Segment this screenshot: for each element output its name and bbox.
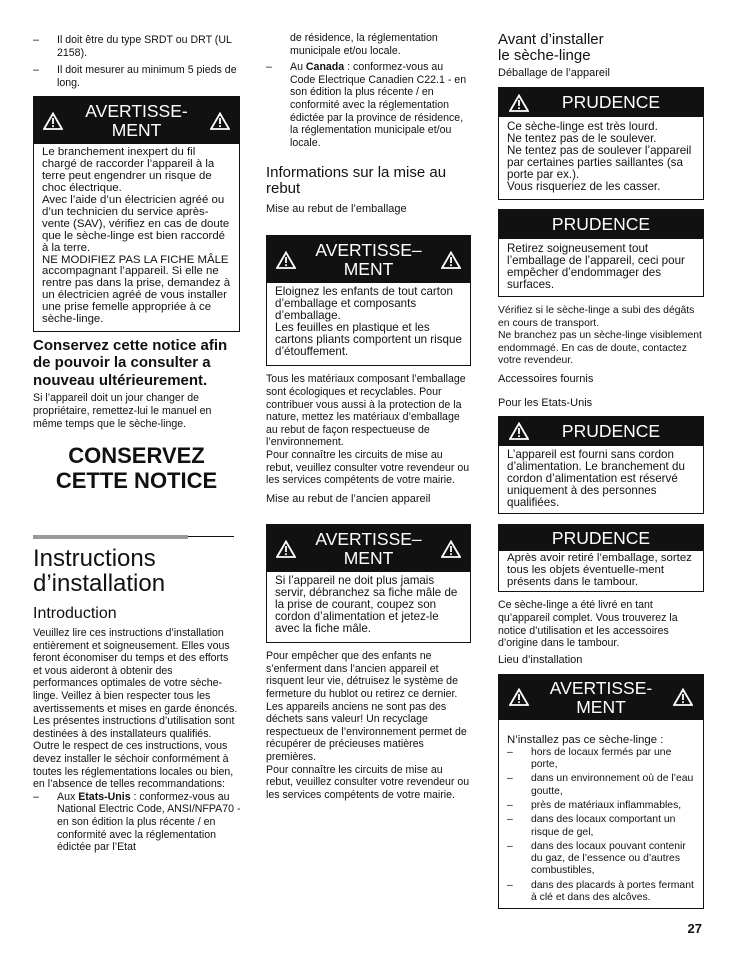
list-item: – dans des locaux pouvant contenir du gaz, de l’essence ou d’autres combustibles, — [507, 841, 699, 878]
canada-list — [266, 61, 471, 149]
caution-body: L’appareil est fourni sans cordon d’alimentation. Le branchement du cordon d’alimentation est réservé uniquement à des personnes qualifiées. — [507, 447, 685, 509]
continued-text: de résidence, la réglementation municipale et/ou locale. — [290, 32, 438, 57]
warning-header — [267, 525, 470, 572]
warning-box-location — [498, 674, 704, 910]
old-appliance-text: Pour empêcher que des enfants ne s’enferment dans l’ancien appareil et risquent leur vie, détruisez le système de fermeture du hublot ou retirez ce dernier. Les appareils anciens ne sont pas des déchets sans valeur! Un recyclage respectueux de l’environnement permet de récupérer de précieuses matières premières. Pour connaître les circuits de mise au rebut, veuillez consulter votre revendeur ou les services compétents de votre mairie. — [266, 650, 470, 801]
warning-box-packaging — [266, 235, 471, 366]
disposal-heading: Informations sur la mise au rebut — [266, 164, 447, 198]
column-1 — [33, 32, 240, 493]
caution-header — [499, 417, 703, 446]
caution-header — [499, 525, 703, 551]
caution-body: Après avoir retiré l’emballage, sortez tous les objets éventuelle-ment présents dans le tambour. — [507, 551, 692, 588]
warning-triangle-icon — [276, 251, 296, 269]
keep-notice-heading: Conservez cette notice afin de pouvoir la consulter a nouveau ultérieurement. — [33, 336, 228, 389]
regulations-list — [33, 791, 243, 854]
warning-title: AVERTISSE- MENT — [85, 101, 188, 141]
warning-triangle-icon — [509, 422, 529, 440]
caution-box-packaging — [498, 209, 704, 297]
warning-header — [267, 236, 470, 283]
caution-body: Ce sèche-linge est très lourd. Ne tentez pas de le soulever. Ne tentez pas de soulever l’appareil par certaines parties saillantes (sa porte par ex.). Vous risqueriez de les casser. — [507, 120, 692, 193]
caution-header — [499, 210, 703, 239]
packaging-text: Tous les matériaux composant l’emballage sont écologiques et recyclables. Pour contribuer vous aussi à la protection de la nature, mettez les matériaux d’emballage au rebut de façon respectueuse de l’environnement. Pour connaître les circuits de mise au rebut, veuillez consulter votre revendeur ou les services compétents de votre mairie. — [266, 373, 470, 487]
caution-box-cord — [498, 416, 704, 514]
section-divider-thick — [33, 535, 188, 539]
introduction-text: Veuillez lire ces instructions d’installation entièrement et soigneusement. Elles vous feront économiser du temps et des efforts et vous aideront à obtenir des performances optimales de votre sèche-linge. Veillez à bien respecter tous les avertissements et mises en garde énoncés. Les présentes instructions d’utilisation sont destinées à des installateurs qualifiés. Outre le respect de ces instructions, vous devez installer le séchoir conformément à toutes les réglementations locales ou bien, en l’absence de telles recommandations: — [33, 627, 238, 791]
list-item: – Aux Etats-Unis : conformez-vous au National Electric Code, ANSI/NFPA70 - en son édition la plus récente / en conformité avec la réglementation édictée par l’Etat — [33, 791, 243, 854]
list-item: – Au Canada : conformez-vous au Code Electrique Canadien C22.1 - en son édition la plus récente / en conformité avec la réglementation édictée par la province de résidence, la réglementation municipale et/ou locale. — [266, 61, 471, 149]
installation-heading: Instructions d’installation — [33, 545, 166, 597]
warning-body — [499, 720, 703, 909]
warning-triangle-icon — [509, 688, 529, 706]
warning-title: AVERTISSE– MENT — [315, 240, 422, 280]
warning-body: Le branchement inexpert du fil chargé de raccorder l’appareil à la terre peut engendrer un risque de choc électrique. Avec l’aide d’un électricien agréé ou d’un technicien du service après-vente (SAV), vérifiez en cas de doute que le sèche-linge est bien raccordé à la terre. NE MODIFIEZ PAS LA FICHE MÂLE accompagnant l’appareil. Si elle ne rentre pas dans la prise, demandez à un électricien agréé de vous installer une prise femelle appropriée à ce sèche-linge. — [42, 146, 231, 326]
warning-body: Si l’appareil ne doit plus jamais servir, débranchez sa fiche mâle de la prise de courant, coupez son cordon d’alimentation et jetez-le avec la fiche mâle. — [275, 574, 458, 636]
usa-subheading: Pour les Etats-Unis — [498, 396, 593, 409]
page-number: 27 — [687, 921, 702, 936]
warning-header — [34, 97, 239, 144]
caution-title: PRUDENCE — [561, 420, 661, 441]
accessories-subheading: Accessoires fournis — [498, 372, 594, 385]
warning-triangle-icon — [210, 112, 230, 130]
warning-triangle-icon — [509, 94, 529, 112]
delivered-text: Ce sèche-linge a été livré en tant qu’appareil complet. Vous trouverez la notice d’utilisation et les accessoires d’origine dans le tambour. — [498, 599, 678, 650]
damage-check-text: Vérifiez si le sèche-linge a subi des dégâts en cours de transport. Ne branchez pas un sèche-linge visiblement endommagé. En cas de doute, contactez votre revendeur. — [498, 305, 702, 367]
list-item: – hors de locaux fermés par une porte, — [507, 747, 699, 772]
warning-body: Eloignez les enfants de tout carton d’emballage et composants d’emballage. Les feuilles en plastique et les cartons pliants comportent un risque d’étouffement. — [275, 285, 462, 359]
warning-box-grounding — [33, 96, 240, 332]
keep-notice-big: CONSERVEZ CETTE NOTICE — [55, 443, 218, 494]
list-item: – dans un environnement où de l’eau goutte, — [507, 773, 699, 798]
location-list — [507, 747, 699, 905]
warning-triangle-icon — [43, 112, 63, 130]
before-install-heading: Avant d’installer le sèche-linge — [498, 31, 604, 64]
list-item: – Il doit mesurer au minimum 5 pieds de long. — [33, 64, 240, 89]
caution-title: PRUDENCE — [551, 214, 651, 234]
caution-header — [499, 88, 703, 117]
list-item: – Il doit être du type SRDT ou DRT (UL 2158). — [33, 34, 240, 59]
list-item: – dans des locaux comportant un risque de gel, — [507, 814, 699, 839]
caution-title: PRUDENCE — [551, 527, 651, 548]
unpacking-subheading: Déballage de l’appareil — [498, 67, 610, 79]
cord-requirements-list — [33, 34, 240, 89]
warning-triangle-icon — [441, 540, 461, 558]
location-intro: N’installez pas ce sèche-linge : — [507, 733, 664, 746]
column-3 — [498, 32, 704, 909]
caution-box-heavy — [498, 87, 704, 200]
keep-notice-text: Si l’appareil doit un jour changer de propriétaire, remettez-lui le manuel en même temps que le sèche-linge. — [33, 392, 212, 430]
introduction-heading: Introduction — [33, 605, 117, 622]
list-item: – dans des placards à portes fermant à clé et dans des alcôves. — [507, 880, 699, 905]
packaging-subheading: Mise au rebut de l’emballage — [266, 203, 407, 216]
warning-title: AVERTISSE– MENT — [315, 529, 422, 569]
warning-header — [499, 675, 703, 720]
old-appliance-subheading: Mise au rebut de l’ancien appareil — [266, 492, 431, 505]
caution-body: Retirez soigneusement tout l’emballage de l’appareil, ceci pour empêcher d’endommager des surfaces. — [507, 242, 685, 291]
section-divider — [188, 536, 234, 537]
warning-triangle-icon — [441, 251, 461, 269]
warning-triangle-icon — [673, 688, 693, 706]
location-subheading: Lieu d’installation — [498, 653, 583, 666]
column-1-lower — [33, 546, 243, 854]
warning-title: AVERTISSE- MENT — [549, 677, 653, 717]
caution-title: PRUDENCE — [561, 92, 661, 112]
warning-triangle-icon — [276, 540, 296, 558]
caution-box-drum — [498, 524, 704, 592]
column-2 — [266, 32, 471, 801]
list-item: – près de matériaux inflammables, — [507, 800, 699, 812]
warning-box-old-appliance — [266, 524, 471, 643]
